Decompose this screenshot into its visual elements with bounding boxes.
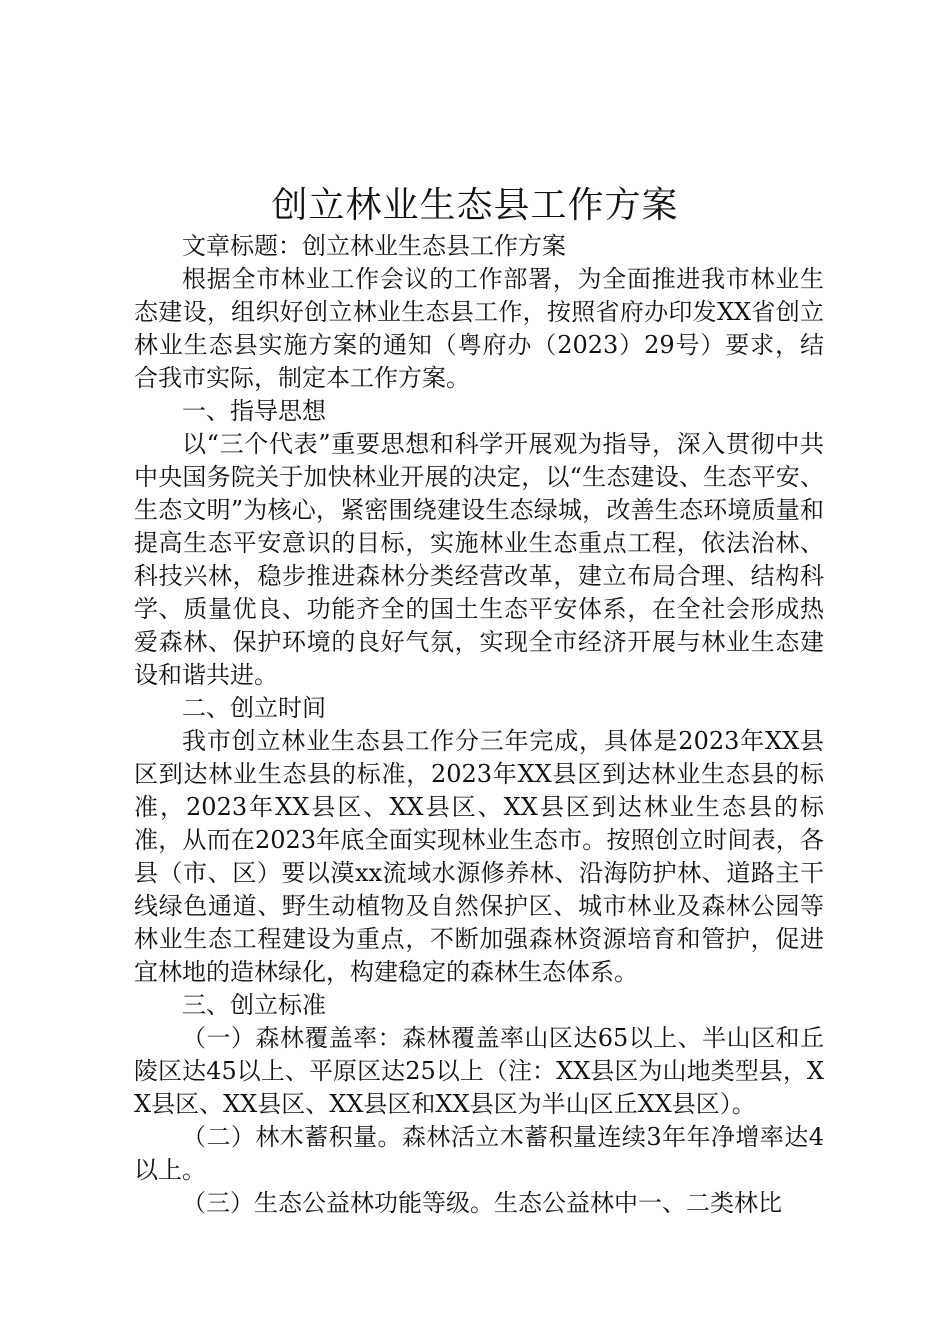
document-title: 创立林业生态县工作方案 bbox=[271, 185, 679, 226]
intro-paragraph: 根据全市林业工作会议的工作部署，为全面推进我市林业生态建设，组织好创立林业生态县工作，按照省府办印发XX省创立林业生态县实施方案的通知（粤府办（2023）29号）要求，结合我市实际，制定本工作方案。 bbox=[134, 265, 824, 392]
article-heading-line: 文章标题：创立林业生态县工作方案 bbox=[182, 232, 566, 260]
standard-timber-volume: （二）林木蓄积量。森林活立木蓄积量连续3年年净增率达4以上。 bbox=[134, 1123, 824, 1184]
creation-time-paragraph: 我市创立林业生态县工作分三年完成，具体是2023年XX县区到达林业生态县的标准，2023年XX县区到达林业生态县的标准，2023年XX县区、XX县区、XX县区到达林业生态县的标准，从而在2023年底全面实现林业生态市。按照创立时间表，各县（市、区）要以漠xx流域水源修养林、沿海防护林、道路主干线绿色通道、野生动植物及自然保护区、城市林业及森林公园等林业生态工程建设为重点，不断加强森林资源培育和管护，促进宜林地的造林绿化，构建稳定的森林生态体系。 bbox=[134, 727, 824, 986]
document-body bbox=[134, 230, 824, 1220]
guiding-ideology-paragraph: 以“三个代表”重要思想和科学开展观为指导，深入贯彻中共中央国务院关于加快林业开展的决定，以“生态建设、生态平安、生态文明”为核心，紧密围绕建设生态绿城，改善生态环境质量和提高生态平安意识的目标，实施林业生态重点工程，依法治林、科技兴林，稳步推进森林分类经营改革，建立布局合理、结构科学、质量优良、功能齐全的国土生态平安体系，在全社会形成热爱森林、保护环境的良好气氛，实现全市经济开展与林业生态建设和谐共进。 bbox=[134, 430, 824, 689]
section-heading-guiding-ideology: 一、指导思想 bbox=[182, 397, 326, 425]
standard-ecological-forest: （三）生态公益林功能等级。生态公益林中一、二类林比 bbox=[182, 1189, 782, 1217]
section-heading-creation-standards: 三、创立标准 bbox=[182, 991, 326, 1019]
section-heading-creation-time: 二、创立时间 bbox=[182, 694, 326, 722]
standard-forest-coverage: （一）森林覆盖率：森林覆盖率山区达65以上、半山区和丘陵区达45以上、平原区达25以上（注：XX县区为山地类型县，XX县区、XX县区、XX县区和XX县区为半山区丘XX县区）。 bbox=[134, 1024, 824, 1118]
